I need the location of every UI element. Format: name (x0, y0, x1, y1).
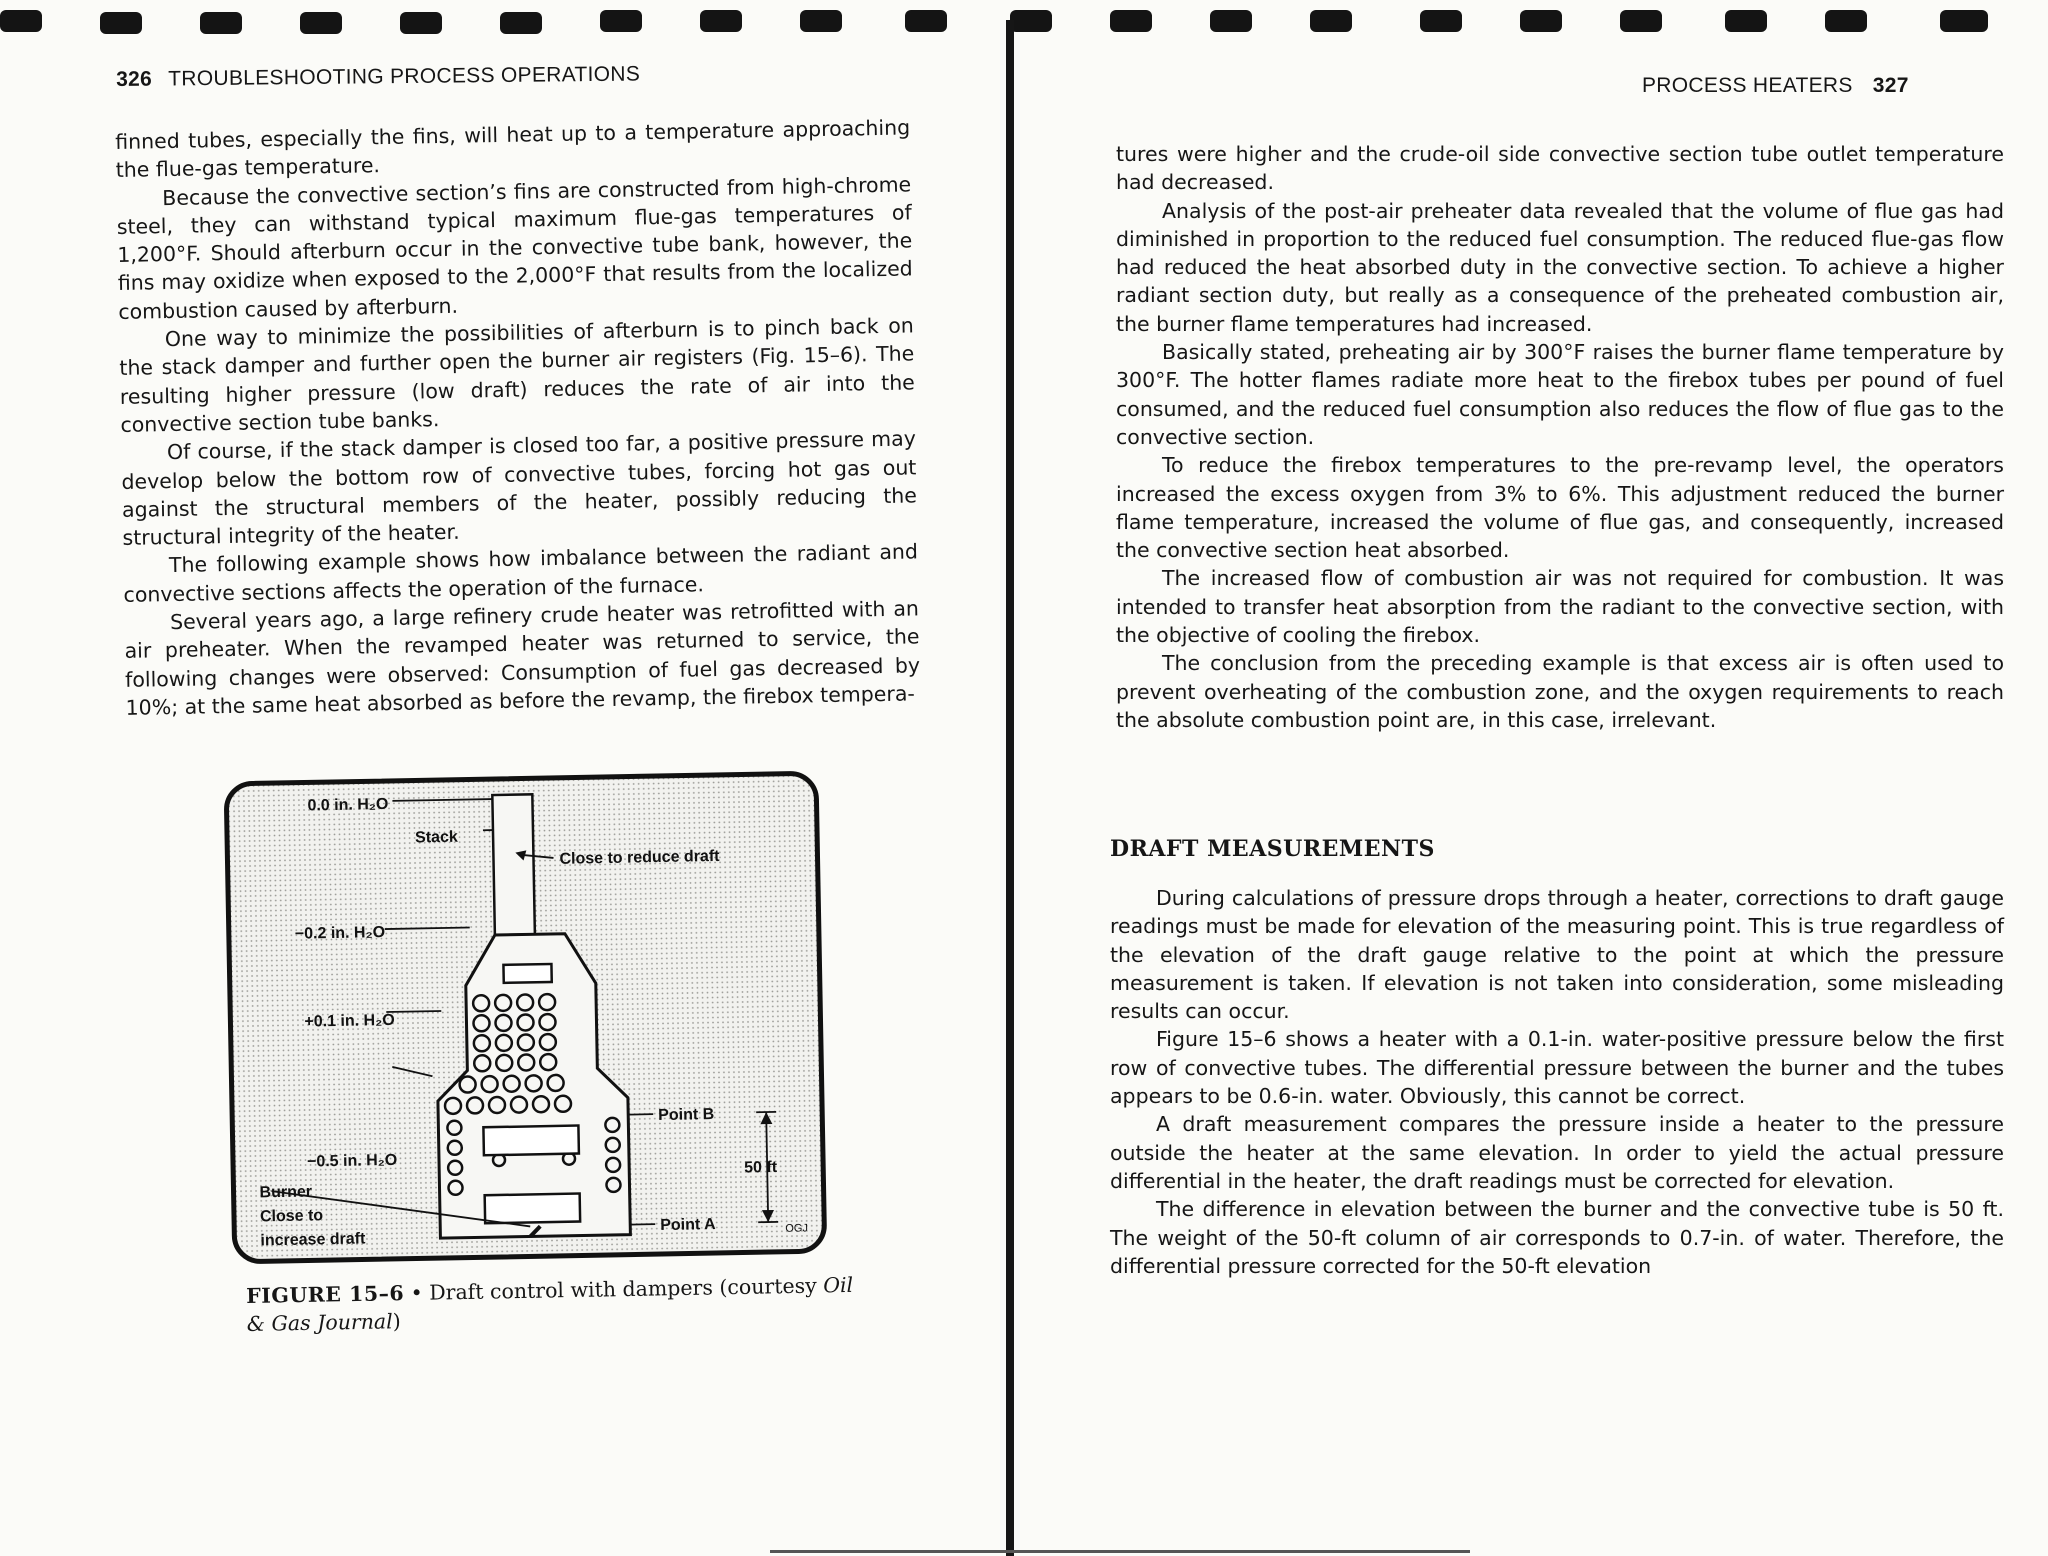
figure-caption (246, 1271, 867, 1338)
book-spine (1006, 20, 1014, 1556)
upper-burner-box (483, 1126, 578, 1156)
figure-15-6 (222, 769, 831, 1272)
paragraph: During calculations of pressure drops through a heater, corrections to draft gauge readings must be made for elevation of the measuring point. This is true regardless of the elevation of the draft gauge relative to the point at which the pressure measurement is taken. If elevation is not taken into consideration, some misleading results can occur. (1110, 886, 2004, 1024)
label-plus-0-1-in: +0.1 in. H₂O (304, 1011, 395, 1031)
paragraph: finned tubes, especially the fins, will heat up to a temperature approaching the flue-gas temperature. (115, 115, 911, 183)
paragraph: To reduce the firebox temperatures to the pre-revamp level, the operators increased the excess oxygen from 3% to 6%. This adjustment reduced the burner flame temperature, increased the volume of flue gas, and consequently, increased the convective section heat absorbed. (1116, 453, 2004, 563)
right-page (1014, 0, 2048, 1556)
paragraph: Basically stated, preheating air by 300°F raises the burner flame temperature by 300°F. The hotter flames radiate more heat to the firebox tubes per pound of fuel consumed, and the reduced fuel consumption also reduces the flow of flue gas to the convective section. (1116, 340, 2004, 449)
paragraph: The increased flow of combustion air was not required for combustion. It was intended to transfer heat absorption from the radiant to the convective section, with the objective of cooling the firebox. (1116, 566, 2004, 648)
label-burner: Burner (259, 1183, 313, 1202)
label-point-a: Point A (660, 1216, 716, 1235)
left-running-title: TROUBLESHOOTING PROCESS OPERATIONS (168, 62, 641, 91)
left-page (0, 0, 1006, 1556)
section-heading-draft-measurements: DRAFT MEASUREMENTS (1110, 836, 1435, 862)
lower-burner-box (485, 1194, 580, 1224)
heater-draft-diagram (222, 769, 831, 1272)
paragraph: A draft measurement compares the pressure inside a heater to the pressure outside the heater at the same elevation. In order to yield the actual pressure differential in the heater, the draft readings must be corrected for elevation. (1110, 1112, 2004, 1193)
label-50-ft: 50 ft (744, 1158, 778, 1177)
caption-separator: • (403, 1280, 430, 1306)
label-minus-0-5-in: −0.5 in. H₂O (306, 1151, 398, 1171)
right-page-number: 327 (1872, 74, 1909, 97)
paragraph: Figure 15–6 shows a heater with a 0.1-in. water-positive pressure below the first row of convective tubes. The differential pressure between the burner and the tubes appears to be 0.6-in. water. Obviously, this cannot be correct. (1110, 1027, 2004, 1109)
paragraph: Because the convective section’s fins are constructed from high-chrome steel, they can withstand typical maximum flue-gas temperatures of 1,200°F. Should afterburn occur in the convective tube bank, however, the fins may oxidize when exposed to the 2,000°F that results from the localized combustion caused by afterburn. (116, 172, 913, 324)
paragraph: Of course, if the stack damper is closed too far, a positive pressure may develop below the bottom row of convective tubes, forcing hot gas out against the structural members of the heater, possibly reducing the structural integrity of the heater. (121, 426, 918, 551)
label-close-to-reduce-draft: Close to reduce draft (559, 847, 720, 868)
paragraph: One way to minimize the possibilities of afterburn is to pinch back on the stack damper and further open the burner air registers (Fig. 15–6). The resulting higher pressure (low draft) reduces the rate of air into the convective section tube banks. (119, 313, 916, 437)
label-stack: Stack (414, 828, 458, 847)
left-page-number: 326 (116, 67, 153, 91)
paragraph: The difference in elevation between the burner and the convective tube is 50 ft. The weight of the 50-ft column of air corresponds to 0.7-in. of water. Therefore, the differential pressure corrected for the 50-ft elevation (1110, 1197, 2004, 1278)
left-body-text (115, 113, 921, 722)
right-running-header (1642, 74, 1909, 98)
label-minus-0-2-in: −0.2 in. H₂O (294, 924, 386, 943)
caption-end: ) (392, 1309, 401, 1334)
paragraph: The following example shows how imbalance between the radiant and convective sections affects the operation of the furnace. (123, 539, 919, 607)
label-increase-draft: increase draft (260, 1230, 366, 1250)
paragraph: Several years ago, a large refinery crude heater was retrofitted with an air preheater. When the revamped heater was returned to service, the following changes were observed: Consumption of fuel gas decreased by 10%; at the same heat absorbed as before the revamp, the firebox tempera- (124, 596, 921, 720)
right-running-title: PROCESS HEATERS (1642, 74, 1853, 97)
caption-source: Oil & Gas Journal (246, 1272, 854, 1336)
right-body-text-bottom (1110, 884, 2004, 1280)
left-running-header (116, 63, 640, 92)
caption-text: Draft control with dampers (courtesy (429, 1273, 824, 1305)
caption-label: FIGURE 15–6 (246, 1281, 405, 1308)
stack-damper (503, 964, 551, 983)
right-body-text-top (1116, 140, 2004, 734)
label-0-0-in: 0.0 in. H₂O (307, 795, 389, 815)
label-ogj-credit: OGJ (785, 1222, 809, 1235)
paragraph: Analysis of the post-air preheater data revealed that the volume of flue gas had diminished in proportion to the reduced fuel consumption. The reduced flue-gas flow had reduced the heat absorbed duty in the convective section. To achieve a higher radiant section duty, but really as a consequence of the preheated combustion air, the burner flame temperatures had increased. (1116, 198, 2004, 336)
paragraph: tures were higher and the crude-oil side convective section tube outlet temperature had decreased. (1116, 142, 2004, 195)
stack-shape (492, 794, 535, 935)
paragraph: The conclusion from the preceding example is that excess air is often used to prevent overheating of the combustion zone, and the oxygen requirements to reach the absolute combustion point are, in this case, irrelevant. (1116, 651, 2004, 732)
label-close-to: Close to (259, 1207, 324, 1226)
label-point-b: Point B (658, 1106, 715, 1125)
